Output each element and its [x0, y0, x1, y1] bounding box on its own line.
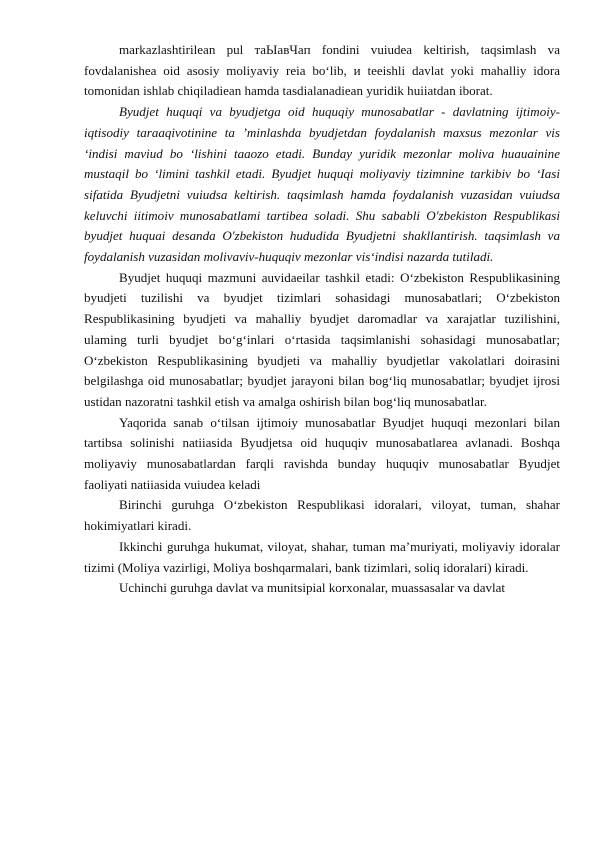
paragraph-budget-definition-continued: markazlashtirilean pul тaЫaвЧaп fondini vuiudea keltirish, taqsimlash va fovdalanishea oid asosiy moliyaviy reia bo‘lib, и teeishli davlat yoki mahalliy idora tomonidan ishlab chiqiladiean hamda tasdialanadiean yuridik huiiatdan iborat. [84, 42, 560, 99]
paragraph-budget-law-content: Byudjet huquqi mazmuni auvidaeilar tashkil etadi: O‘zbekiston Respublikasining byudjeti tuzilishi va byudjet tizimlari sohasidagi munosabatlari; O‘zbekiston Respublikasining byudjeti va mahalliy byudjet daromadlar va xarajatlar tuzilishini, ulaming turli byudjet bo‘g‘inlari o‘rtasida taqsimlanishi sohasidagi munosabatlar; O‘zbekiston Respublikasining byudjeti va mahalliy byudjetlar vakolatlari doirasini belgilashga oid munosabatlar; byudjet jarayoni bilan bog‘liq munosabatlar; byudjet ijrosi ustidan nazoratni tashkil etish va amalga oshirish bilan bog‘liq munosabatlar. [84, 269, 560, 409]
paragraph-first-group: Birinchi guruhga O‘zbekiston Respublikasi idoralari, viloyat, tuman, shahar hokimiyatlari kiradi. [84, 497, 560, 534]
paragraph-social-relations: Yaqorida sanab o‘tilsan ijtimoiy munosabatlar Byudjet huquqi mezonlari bilan tartibsa solinishi natiiasida Byudjetsa oid huquqiv munosabatlarea avlanadi. Boshqa moliyaviy munosabatlardan farqli ravishda bunday huquqiv munosabatlar Byudjet faoliyati natiiasida vuiudea keladi [84, 414, 560, 492]
document-page [84, 40, 560, 599]
paragraph-second-group: Ikkinchi guruhga hukumat, viloyat, shahar, tuman ma’muriyati, moliyaviy idoralar tizimi (Moliya vazirligi, Moliya boshqarmalari, bank tizimlari, soliq idoralari) kiradi. [84, 538, 560, 575]
paragraph-budget-law-italic: Byudjet huquqi va byudjetga oid huquqiy munosabatlar - davlatning ijtimoiy-iqtisodiy taraaqivotinine ta ’minlashda byudjetdan foydalanish maxsus mezonlar vis ‘indisi maviud bo ‘lishini taaozo etadi. Bunday yuridik mezonlar moliva huauainine mustaqil bo ‘limini tashkil etadi. Byudjet huquqi moliyaviy tizimnine tarkibiv bo ‘Iasi sifatida Byudjetni vuiudsa keltirish. taqsimlash hamda foydalanish vuzasidan vuiudsa keluvchi iitimoiv munosabatlami tartibea soladi. Shu sababli O'zbekiston Respublikasi byudjet huquai desanda O'zbekiston hududida Byudjetni shakllantirish. taqsimlash va foydalanish vuzasidan molivaviv-huquqiv mezonlar vis‘indisi nazarda tutiladi. [84, 104, 560, 265]
paragraph-third-group: Uchinchi guruhga davlat va munitsipial korxonalar, muassasalar va davlat [119, 580, 506, 596]
